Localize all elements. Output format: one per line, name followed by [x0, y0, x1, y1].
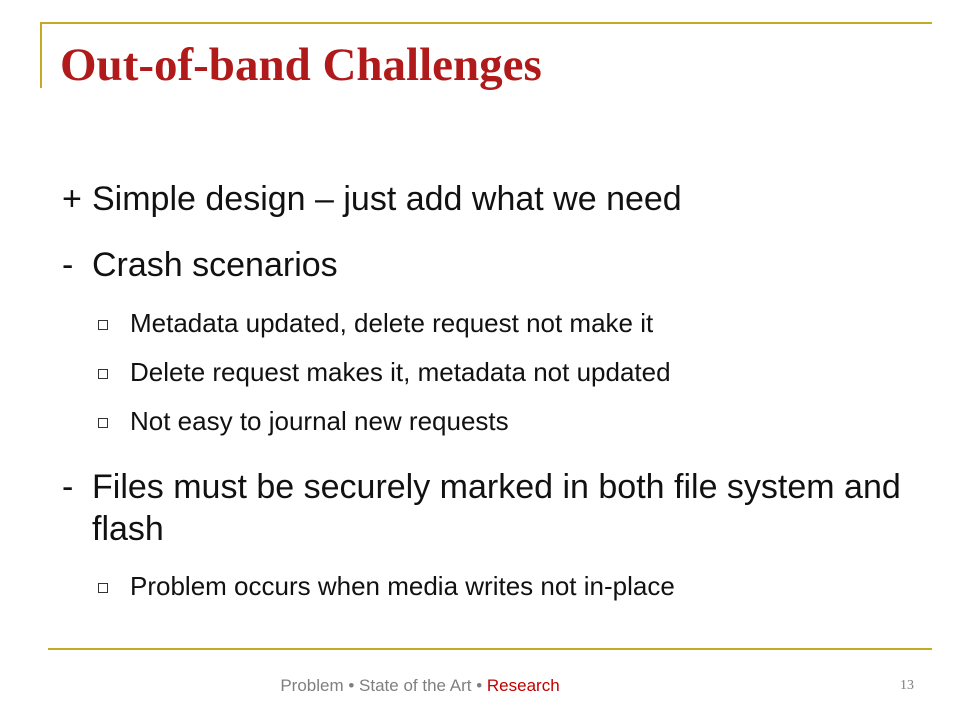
footer-separator: • — [343, 676, 360, 695]
square-bullet-icon — [98, 320, 108, 330]
bullet-crash-scenarios — [62, 244, 902, 286]
footer-separator: • — [471, 676, 487, 695]
subbullet-journal — [96, 405, 509, 437]
square-bullet-icon — [98, 369, 108, 379]
subbullet-text: Problem occurs when media writes not in-place — [130, 571, 675, 601]
subbullet-problem-occurs — [96, 570, 675, 602]
footer-state-of-the-art: State of the Art — [359, 676, 472, 695]
bullet-text: Crash scenarios — [92, 246, 338, 284]
bullet-files-securely-marked — [62, 466, 902, 550]
subbullet-metadata-updated — [96, 307, 653, 339]
subbullet-text: Metadata updated, delete request not make it — [130, 308, 654, 338]
bullet-marker-minus: - — [62, 468, 74, 506]
subbullet-text: Not easy to journal new requests — [130, 406, 509, 436]
footer-problem: Problem — [280, 676, 344, 695]
subbullet-text: Delete request makes it, metadata not updated — [130, 357, 671, 387]
footer-research: Research — [486, 676, 560, 695]
square-bullet-icon — [98, 418, 108, 428]
bullet-marker-minus: - — [62, 246, 74, 284]
page-number: 13 — [900, 678, 914, 693]
bullet-text: Files must be securely marked in both file system and flash — [92, 468, 901, 548]
bullet-simple-design — [62, 178, 902, 220]
footer-nav — [0, 676, 840, 696]
bottom-rule — [48, 648, 932, 650]
square-bullet-icon — [98, 583, 108, 593]
bullet-text: Simple design – just add what we need — [92, 180, 682, 218]
bullet-marker-plus: + — [62, 180, 82, 218]
slide-title: Out-of-band Challenges — [60, 39, 542, 91]
subbullet-delete-request — [96, 356, 671, 388]
